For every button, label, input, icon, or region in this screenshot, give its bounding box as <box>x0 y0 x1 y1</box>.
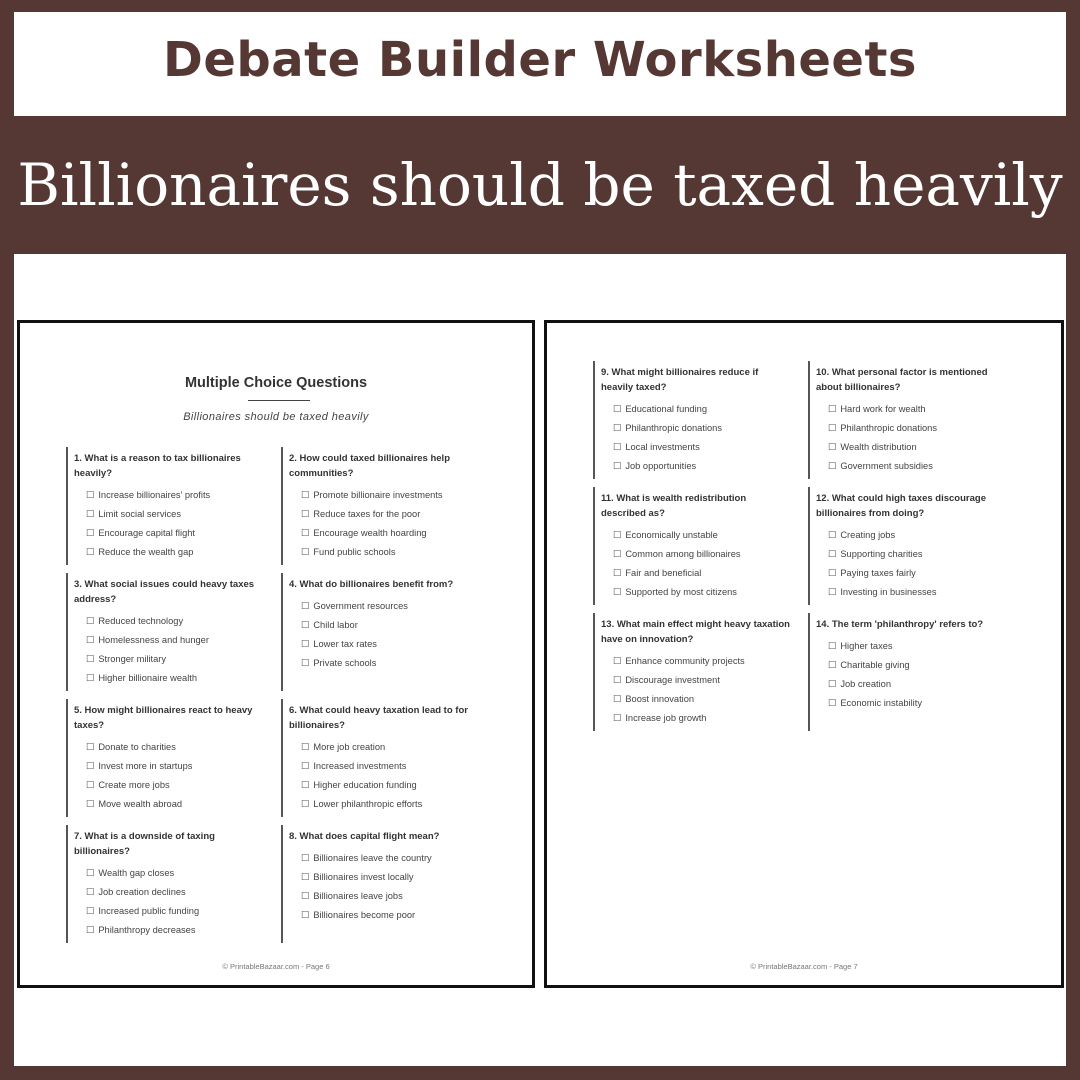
option-label: Philanthropic donations <box>840 423 937 433</box>
checkbox-icon[interactable]: ☐ <box>301 601 310 611</box>
question-text: 13. What main effect might heavy taxation have on innovation? <box>601 619 790 645</box>
option-label: Higher billionaire wealth <box>98 673 198 683</box>
answer-option[interactable] <box>816 656 1008 675</box>
answer-option[interactable] <box>601 652 793 671</box>
option-label: Donate to charities <box>98 742 176 752</box>
checkbox-icon[interactable]: ☐ <box>828 679 837 689</box>
answer-option[interactable] <box>74 505 266 524</box>
option-label: Private schools <box>313 658 377 668</box>
checkbox-icon[interactable]: ☐ <box>828 641 837 651</box>
answer-option[interactable] <box>289 795 481 814</box>
option-label: Government resources <box>313 601 408 611</box>
option-label: Invest more in startups <box>98 761 193 771</box>
answer-option[interactable] <box>74 757 266 776</box>
option-label: Homelessness and hunger <box>98 635 209 645</box>
checkbox-icon[interactable]: ☐ <box>828 549 837 559</box>
option-label: Reduced technology <box>98 616 184 626</box>
checkbox-icon[interactable]: ☐ <box>86 868 95 878</box>
answer-option[interactable] <box>289 757 481 776</box>
checkbox-icon[interactable]: ☐ <box>301 490 310 500</box>
answer-option[interactable] <box>601 400 793 419</box>
option-label: Common among billionaires <box>625 549 741 559</box>
answer-option[interactable] <box>74 650 266 669</box>
option-label: Discourage investment <box>625 675 720 685</box>
checkbox-icon[interactable]: ☐ <box>613 694 622 704</box>
option-label: Job creation declines <box>98 887 186 897</box>
checkbox-icon[interactable]: ☐ <box>86 654 95 664</box>
question-block <box>281 447 481 565</box>
checkbox-icon[interactable]: ☐ <box>301 547 310 557</box>
option-label: Stronger military <box>98 654 167 664</box>
option-label: Create more jobs <box>98 780 170 790</box>
checkbox-icon[interactable]: ☐ <box>301 853 310 863</box>
answer-option[interactable] <box>601 457 793 476</box>
question-text: 12. What could high taxes discourage billionaires from doing? <box>816 493 986 519</box>
checkbox-icon[interactable]: ☐ <box>86 490 95 500</box>
answer-option[interactable] <box>289 524 481 543</box>
option-label: Job creation <box>840 679 891 689</box>
answer-option[interactable] <box>816 694 1008 713</box>
option-label: Increase job growth <box>625 713 707 723</box>
checkbox-icon[interactable]: ☐ <box>828 530 837 540</box>
question-text: 5. How might billionaires react to heavy taxes? <box>74 705 253 731</box>
checkbox-icon[interactable]: ☐ <box>86 509 95 519</box>
question-text: 7. What is a downside of taxing billionaires? <box>74 831 215 857</box>
option-label: Wealth distribution <box>840 442 917 452</box>
option-label: Reduce the wealth gap <box>98 547 194 557</box>
option-label: Boost innovation <box>625 694 695 704</box>
checkbox-icon[interactable]: ☐ <box>613 461 622 471</box>
checkbox-icon[interactable]: ☐ <box>613 549 622 559</box>
checkbox-icon[interactable]: ☐ <box>301 658 310 668</box>
answer-option[interactable] <box>289 738 481 757</box>
checkbox-icon[interactable]: ☐ <box>301 742 310 752</box>
question-block <box>281 825 481 943</box>
answer-option[interactable] <box>816 583 1008 602</box>
answer-option[interactable] <box>74 921 266 940</box>
option-label: Creating jobs <box>840 530 896 540</box>
option-label: Billionaires invest locally <box>313 872 414 882</box>
checkbox-icon[interactable]: ☐ <box>613 404 622 414</box>
question-block <box>281 573 481 691</box>
question-block <box>808 487 1008 605</box>
question-block <box>66 573 266 691</box>
option-label: Government subsidies <box>840 461 933 471</box>
question-block <box>66 699 266 817</box>
topic-title: Billionaires should be taxed heavily <box>17 151 1063 219</box>
answer-option[interactable] <box>74 486 266 505</box>
worksheet-page-7 <box>544 320 1064 988</box>
checkbox-icon[interactable]: ☐ <box>828 423 837 433</box>
question-text: 3. What social issues could heavy taxes address? <box>74 579 255 605</box>
checkbox-icon[interactable]: ☐ <box>828 587 837 597</box>
checkbox-icon[interactable]: ☐ <box>613 423 622 433</box>
option-label: Fund public schools <box>313 547 396 557</box>
answer-option[interactable] <box>816 400 1008 419</box>
option-label: Higher taxes <box>840 641 893 651</box>
checkbox-icon[interactable]: ☐ <box>86 616 95 626</box>
checkbox-icon[interactable]: ☐ <box>301 891 310 901</box>
answer-option[interactable] <box>601 545 793 564</box>
option-label: Job opportunities <box>625 461 697 471</box>
answer-option[interactable] <box>601 690 793 709</box>
checkbox-icon[interactable]: ☐ <box>86 887 95 897</box>
checkbox-icon[interactable]: ☐ <box>613 713 622 723</box>
answer-option[interactable] <box>816 438 1008 457</box>
checkbox-icon[interactable]: ☐ <box>86 925 95 935</box>
option-label: More job creation <box>313 742 386 752</box>
checkbox-icon[interactable]: ☐ <box>613 530 622 540</box>
checkbox-icon[interactable]: ☐ <box>86 635 95 645</box>
checkbox-icon[interactable]: ☐ <box>301 620 310 630</box>
checkbox-icon[interactable]: ☐ <box>828 404 837 414</box>
heading-divider <box>248 400 310 401</box>
checkbox-icon[interactable]: ☐ <box>613 442 622 452</box>
option-label: Supporting charities <box>840 549 923 559</box>
option-label: Billionaires become poor <box>313 910 416 920</box>
checkbox-icon[interactable]: ☐ <box>301 780 310 790</box>
option-label: Billionaires leave the country <box>313 853 432 863</box>
answer-option[interactable] <box>601 709 793 728</box>
option-label: Educational funding <box>625 404 708 414</box>
title-band <box>14 12 1066 116</box>
answer-option[interactable] <box>816 457 1008 476</box>
answer-option[interactable] <box>289 616 481 635</box>
checkbox-icon[interactable]: ☐ <box>828 698 837 708</box>
checkbox-icon[interactable]: ☐ <box>613 568 622 578</box>
option-label: Higher education funding <box>313 780 417 790</box>
checkbox-icon[interactable]: ☐ <box>86 673 95 683</box>
answer-option[interactable] <box>74 883 266 902</box>
checkbox-icon[interactable]: ☐ <box>86 799 95 809</box>
answer-option[interactable] <box>289 486 481 505</box>
question-text: 14. The term 'philanthropy' refers to? <box>816 619 984 630</box>
option-label: Supported by most citizens <box>625 587 737 597</box>
answer-option[interactable] <box>74 738 266 757</box>
question-text: 10. What personal factor is mentioned about billionaires? <box>816 367 988 393</box>
page-heading: Multiple Choice Questions <box>184 375 368 391</box>
question-block <box>66 447 266 565</box>
option-label: Lower tax rates <box>313 639 377 649</box>
checkbox-icon[interactable]: ☐ <box>301 528 310 538</box>
answer-option[interactable] <box>74 669 266 688</box>
answer-option[interactable] <box>289 849 481 868</box>
answer-option[interactable] <box>289 887 481 906</box>
option-label: Encourage capital flight <box>98 528 195 538</box>
answer-option[interactable] <box>74 612 266 631</box>
question-text: 1. What is a reason to tax billionaires heavily? <box>74 453 241 479</box>
checkbox-icon[interactable]: ☐ <box>828 442 837 452</box>
checkbox-icon[interactable]: ☐ <box>613 656 622 666</box>
answer-option[interactable] <box>816 564 1008 583</box>
question-block <box>593 361 793 479</box>
option-label: Lower philanthropic efforts <box>313 799 423 809</box>
checkbox-icon[interactable]: ☐ <box>301 509 310 519</box>
answer-option[interactable] <box>816 637 1008 656</box>
option-label: Increase billionaires' profits <box>98 490 211 500</box>
checkbox-icon[interactable]: ☐ <box>613 587 622 597</box>
checkbox-icon[interactable]: ☐ <box>86 547 95 557</box>
option-label: Investing in businesses <box>840 587 937 597</box>
option-label: Increased investments <box>313 761 407 771</box>
option-label: Move wealth abroad <box>98 799 183 809</box>
answer-option[interactable] <box>601 438 793 457</box>
question-block <box>808 361 1008 479</box>
checkbox-icon[interactable]: ☐ <box>86 742 95 752</box>
option-label: Promote billionaire investments <box>313 490 443 500</box>
worksheet-page-6 <box>17 320 535 988</box>
brand-title: Debate Builder Worksheets <box>163 32 917 88</box>
option-label: Increased public funding <box>98 906 200 916</box>
question-text: 6. What could heavy taxation lead to for billionaires? <box>289 705 468 731</box>
checkbox-icon[interactable]: ☐ <box>828 461 837 471</box>
answer-option[interactable] <box>289 505 481 524</box>
answer-option[interactable] <box>289 776 481 795</box>
option-label: Billionaires leave jobs <box>313 891 403 901</box>
question-block <box>66 825 266 943</box>
checkbox-icon[interactable]: ☐ <box>828 568 837 578</box>
checkbox-icon[interactable]: ☐ <box>301 761 310 771</box>
answer-option[interactable] <box>289 906 481 925</box>
question-block <box>808 613 1008 731</box>
question-text: 8. What does capital flight mean? <box>289 831 440 842</box>
option-label: Philanthropic donations <box>625 423 722 433</box>
answer-option[interactable] <box>601 526 793 545</box>
option-label: Philanthropy decreases <box>98 925 196 935</box>
checkbox-icon[interactable]: ☐ <box>613 675 622 685</box>
checkbox-icon[interactable]: ☐ <box>86 780 95 790</box>
option-label: Paying taxes fairly <box>840 568 916 578</box>
checkbox-icon[interactable]: ☐ <box>86 528 95 538</box>
answer-option[interactable] <box>74 864 266 883</box>
question-text: 9. What might billionaires reduce if heavily taxed? <box>601 367 759 393</box>
option-label: Economic instability <box>840 698 922 708</box>
page-footer: © PrintableBazaar.com - Page 6 <box>222 962 330 971</box>
question-block <box>593 613 793 731</box>
checkbox-icon[interactable]: ☐ <box>828 660 837 670</box>
answer-option[interactable] <box>816 675 1008 694</box>
answer-option[interactable] <box>74 543 266 562</box>
question-text: 4. What do billionaires benefit from? <box>289 579 454 590</box>
answer-option[interactable] <box>289 868 481 887</box>
answer-option[interactable] <box>816 526 1008 545</box>
question-text: 2. How could taxed billionaires help communities? <box>289 453 451 479</box>
option-label: Enhance community projects <box>625 656 745 666</box>
checkbox-icon[interactable]: ☐ <box>86 906 95 916</box>
answer-option[interactable] <box>816 419 1008 438</box>
checkbox-icon[interactable]: ☐ <box>301 910 310 920</box>
answer-option[interactable] <box>289 635 481 654</box>
question-block <box>281 699 481 817</box>
checkbox-icon[interactable]: ☐ <box>301 639 310 649</box>
answer-option[interactable] <box>74 631 266 650</box>
checkbox-icon[interactable]: ☐ <box>301 799 310 809</box>
answer-option[interactable] <box>289 543 481 562</box>
answer-option[interactable] <box>601 583 793 602</box>
option-label: Encourage wealth hoarding <box>313 528 427 538</box>
answer-option[interactable] <box>601 671 793 690</box>
question-block <box>593 487 793 605</box>
answer-option[interactable] <box>601 419 793 438</box>
option-label: Child labor <box>313 620 358 630</box>
answer-option[interactable] <box>816 545 1008 564</box>
option-label: Fair and beneficial <box>625 568 702 578</box>
answer-option[interactable] <box>289 597 481 616</box>
option-label: Hard work for wealth <box>840 404 926 414</box>
answer-option[interactable] <box>74 776 266 795</box>
page-footer: © PrintableBazaar.com - Page 7 <box>750 962 858 971</box>
answer-option[interactable] <box>74 902 266 921</box>
option-label: Charitable giving <box>840 660 910 670</box>
option-label: Limit social services <box>98 509 182 519</box>
option-label: Economically unstable <box>625 530 718 540</box>
option-label: Wealth gap closes <box>98 868 175 878</box>
option-label: Reduce taxes for the poor <box>313 509 421 519</box>
answer-option[interactable] <box>289 654 481 673</box>
option-label: Local investments <box>625 442 700 452</box>
answer-option[interactable] <box>601 564 793 583</box>
checkbox-icon[interactable]: ☐ <box>86 761 95 771</box>
page-subheading: Billionaires should be taxed heavily <box>183 411 369 423</box>
answer-option[interactable] <box>74 795 266 814</box>
answer-option[interactable] <box>74 524 266 543</box>
checkbox-icon[interactable]: ☐ <box>301 872 310 882</box>
question-text: 11. What is wealth redistribution described as? <box>601 493 747 519</box>
